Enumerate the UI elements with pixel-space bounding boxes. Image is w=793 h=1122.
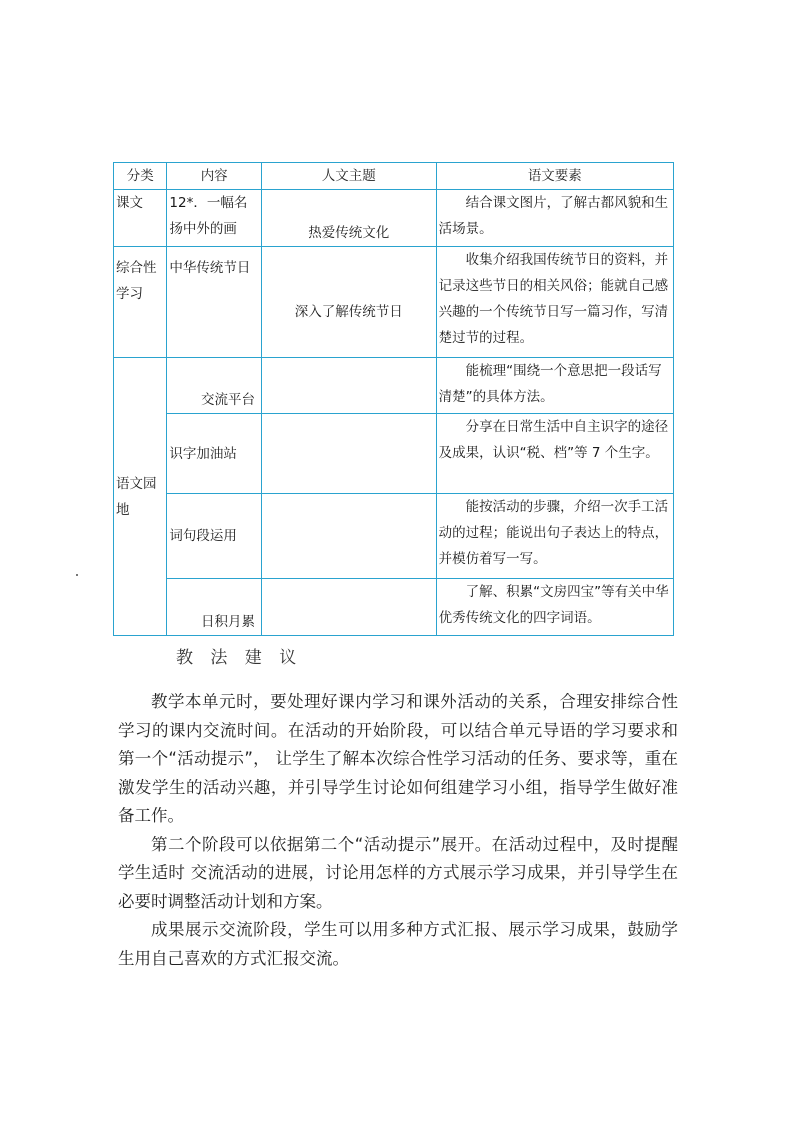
header-content: 内容 [167,163,262,190]
teaching-suggestions [118,688,678,973]
table-row [114,247,674,358]
header-theme: 人文主题 [261,163,436,190]
cell-category: 语文园地 [114,358,167,636]
table-row [114,494,674,579]
cell-element: 能梳理“围绕一个意思把一段话写清楚”的具体方法。 [436,358,673,414]
cell-content: 日积月累 [167,579,262,636]
paragraph: 成果展示交流阶段，学生可以用多种方式汇报、展示学习成果，鼓励学生用自己喜欢的方式汇报交流。 [118,920,678,968]
table-row [114,190,674,247]
table-header-row [114,163,674,190]
unit-overview-table [113,162,674,636]
cell-theme [261,358,436,414]
cell-theme: 深入了解传统节日 [261,247,436,358]
table-row [114,579,674,636]
cell-element: 能按活动的步骤，介绍一次手工活动的过程；能说出句子表达上的特点，并模仿着写一写。 [436,494,673,579]
cell-content: 识字加油站 [167,414,262,494]
header-category: 分类 [114,163,167,190]
table-row [114,414,674,494]
cell-theme [261,579,436,636]
cell-theme: 热爱传统文化 [261,190,436,247]
cell-element: 分享在日常生活中自主识字的途径及成果，认识“税、档”等 7 个生字。 [436,414,673,494]
cell-element: 结合课文图片，了解古都风貌和生活场景。 [436,190,673,247]
cell-theme [261,414,436,494]
cell-content: 12*．一幅名扬中外的画 [167,190,262,247]
cell-category: 综合性学习 [114,247,167,358]
section-heading: 教 法 建 议 [176,648,303,668]
table-row [114,358,674,414]
header-element: 语文要素 [436,163,673,190]
cell-content: 交流平台 [167,358,262,414]
cell-element: 了解、积累“文房四宝”等有关中华优秀传统文化的四字词语。 [436,579,673,636]
paragraph: 第二个阶段可以依据第二个“活动提示”展开。在活动过程中，及时提醒学生适时 交流活动的进展，讨论用怎样的方式展示学习成果，并引导学生在必要时调整活动计划和方案。 [118,834,678,911]
paragraph: 教学本单元时，要处理好课内学习和课外活动的关系，合理安排综合性学习的课内交流时间。在活动的开始阶段，可以结合单元导语的学习要求和第一个“活动提示”， 让学生了解本次综合性学习活动的任务、要求等，重在激发学生的活动兴趣，并引导学生讨论如何组建学习小组，指导学生做好准备工作。 [118,692,678,825]
cell-element: 收集介绍我国传统节日的资料，并记录这些节日的相关风俗；能就自己感兴趣的一个传统节日写一篇习作，写清楚过节的过程。 [436,247,673,358]
cell-theme [261,494,436,579]
cell-content: 词句段运用 [167,494,262,579]
cell-content: 中华传统节日 [167,247,262,358]
cell-category: 课文 [114,190,167,247]
stray-dot [76,574,78,576]
